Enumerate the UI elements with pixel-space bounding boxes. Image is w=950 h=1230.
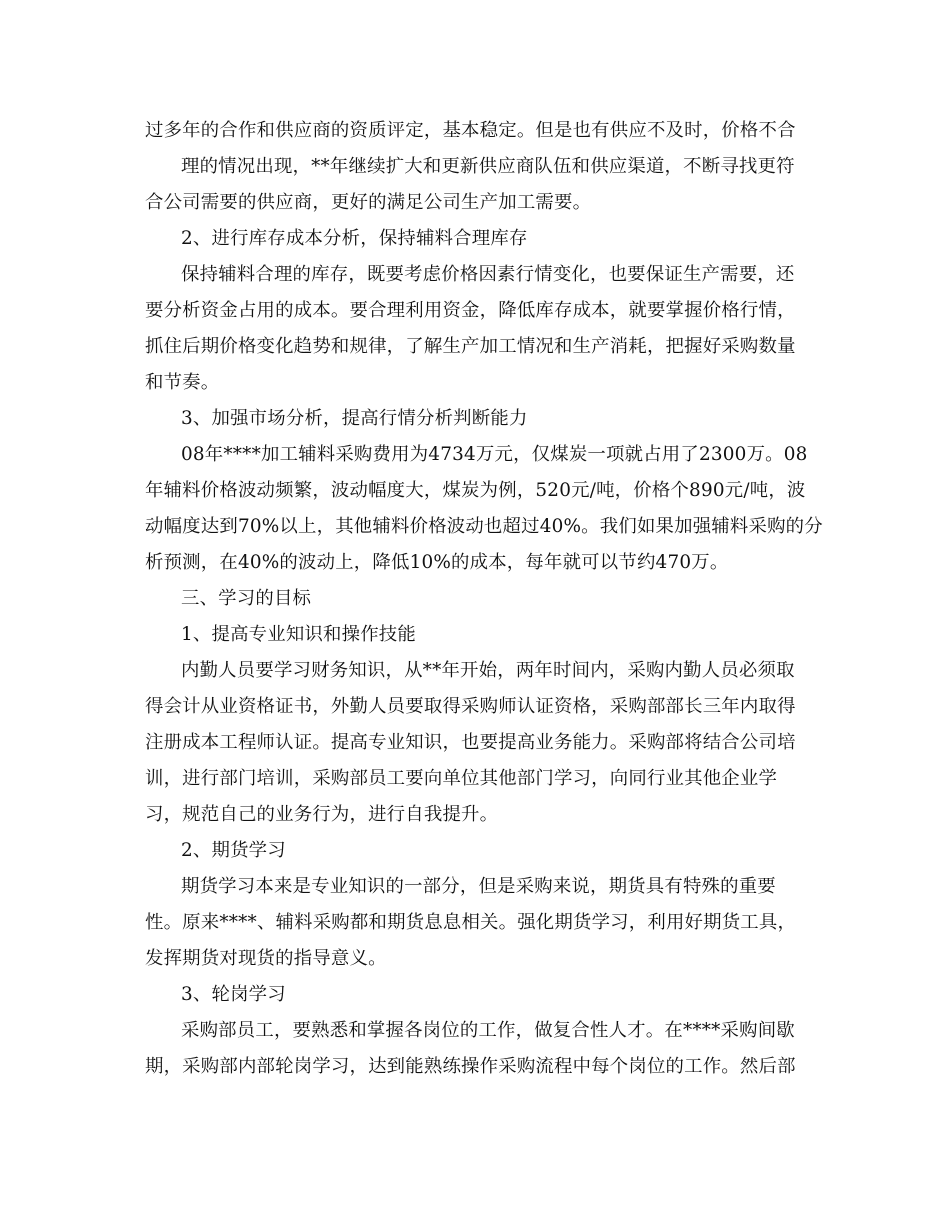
text-line: 保持辅料合理的库存，既要考虑价格因素行情变化，也要保证生产需要，还 xyxy=(181,264,795,285)
text-line: 期，采购部内部轮岗学习，达到能熟练操作采购流程中每个岗位的工作。然后部 xyxy=(145,1056,796,1077)
text-line: 动幅度达到70%以上，其他辅料价格波动也超过40%。我们如果加强辅料采购的分 xyxy=(145,516,823,537)
text-line: 和节奏。 xyxy=(145,372,220,393)
text-line: 得会计从业资格证书，外勤人员要取得采购师认证资格，采购部部长三年内取得 xyxy=(145,696,796,717)
section-heading: 3、加强市场分析，提高行情分析判断能力 xyxy=(181,408,528,429)
section-heading: 2、进行库存成本分析，保持辅料合理库存 xyxy=(181,228,528,249)
section-heading: 2、期货学习 xyxy=(181,840,286,861)
text-line: 注册成本工程师认证。提高专业知识，也要提高业务能力。采购部将结合公司培 xyxy=(145,732,796,753)
text-line: 性。原来****、辅料采购都和期货息息相关。强化期货学习，利用好期货工具， xyxy=(145,912,797,933)
text-line: 析预测，在40%的波动上，降低10%的成本，每年就可以节约470万。 xyxy=(145,552,729,573)
text-line: 年辅料价格波动频繁，波动幅度大，煤炭为例，520元/吨，价格个890元/吨，波 xyxy=(145,480,806,501)
chapter-heading: 三、学习的目标 xyxy=(181,588,312,609)
text-line: 期货学习本来是专业知识的一部分，但是采购来说，期货具有特殊的重要 xyxy=(181,876,776,897)
text-line: 内勤人员要学习财务知识，从**年开始，两年时间内，采购内勤人员必须取 xyxy=(181,660,795,681)
text-line: 抓住后期价格变化趋势和规律，了解生产加工情况和生产消耗，把握好采购数量 xyxy=(145,336,796,357)
text-line: 要分析资金占用的成本。要合理利用资金，降低库存成本，就要掌握价格行情， xyxy=(145,300,796,321)
text-line: 采购部员工，要熟悉和掌握各岗位的工作，做复合性人才。在****采购间歇 xyxy=(181,1020,795,1041)
section-heading: 1、提高专业知识和操作技能 xyxy=(181,624,416,645)
text-line: 合公司需要的供应商，更好的满足公司生产加工需要。 xyxy=(145,192,592,213)
text-line: 过多年的合作和供应商的资质评定，基本稳定。但是也有供应不及时，价格不合 xyxy=(145,120,796,141)
text-line: 理的情况出现，**年继续扩大和更新供应商队伍和供应渠道，不断寻找更符 xyxy=(181,156,795,177)
text-line: 08年****加工辅料采购费用为4734万元，仅煤炭一项就占用了2300万。08 xyxy=(181,444,808,465)
text-line: 习，规范自己的业务行为，进行自我提升。 xyxy=(145,804,499,825)
text-line: 发挥期货对现货的指导意义。 xyxy=(145,948,387,969)
text-line: 训，进行部门培训，采购部员工要向单位其他部门学习，向同行业其他企业学 xyxy=(145,768,778,789)
section-heading: 3、轮岗学习 xyxy=(181,984,286,1005)
